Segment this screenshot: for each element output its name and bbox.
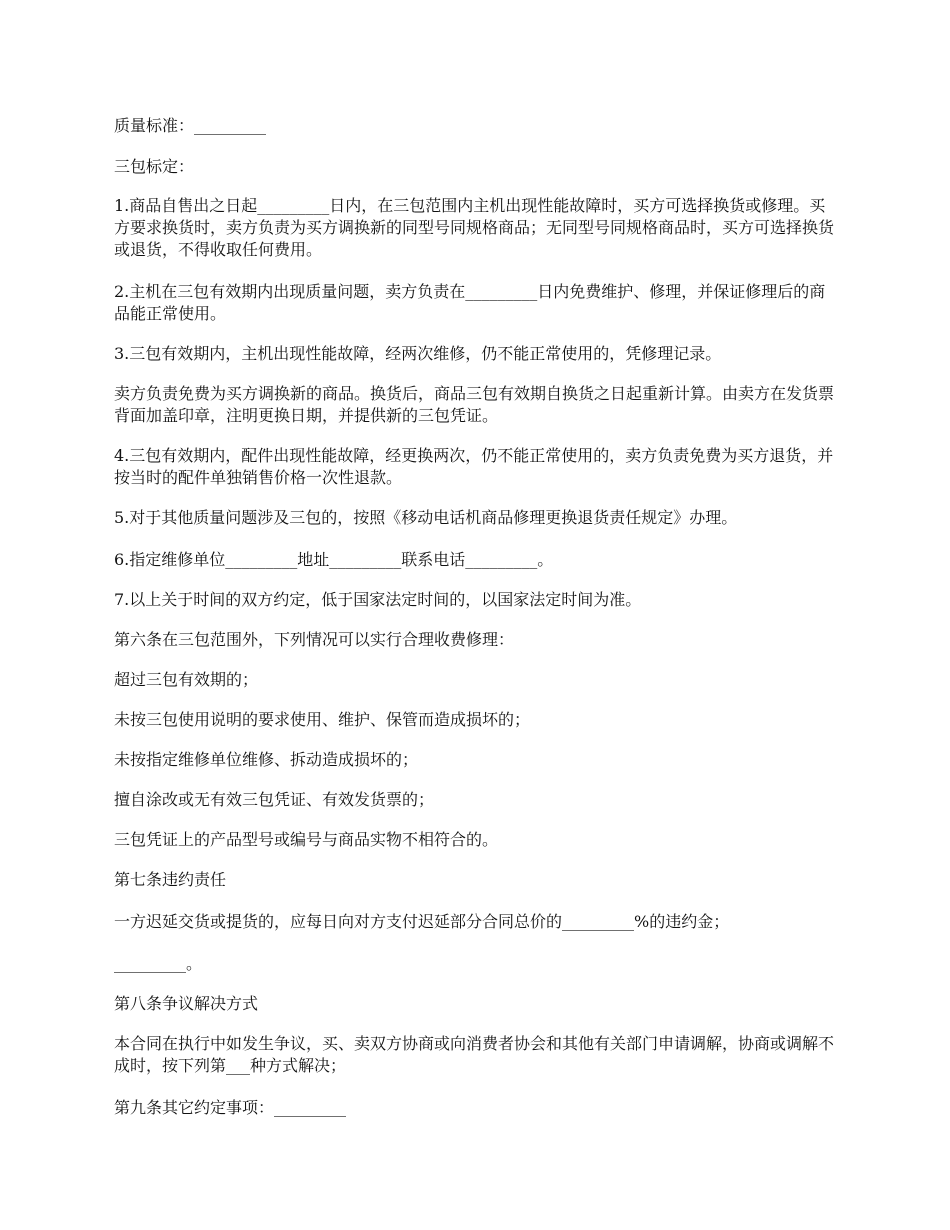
clause-1: 1.商品自售出之日起_________日内，在三包范围内主机出现性能故障时，买方可选择换货或修理。买方要求换货时，卖方负责为买方调换新的同型号同规格商品；无同型号同规格商品时，买方可选择换货或退货，不得收取任何费用。 [114, 196, 835, 259]
article-6-item-3: 未按指定维修单位维修、拆动造成损坏的； [114, 750, 419, 769]
article-9-line: 第九条其它约定事项：_________ [114, 1098, 347, 1117]
article-7-penalty: 一方迟延交货或提货的，应每日向对方支付迟延部分合同总价的_________%的违约金； [114, 912, 730, 931]
clause-2: 2.主机在三包有效期内出现质量问题，卖方负责在_________日内免费维护、修理，并保证修理后的商品能正常使用。 [114, 282, 826, 323]
article-6-item-4: 擅自涂改或无有效三包凭证、有效发货票的； [114, 790, 435, 809]
clause-3: 3.三包有效期内，主机出现性能故障，经两次维修，仍不能正常使用的，凭修理记录。 [114, 344, 722, 363]
quality-standard-line: 质量标准：_________ [114, 116, 267, 135]
article-6-item-2: 未按三包使用说明的要求使用、维护、保管而造成损坏的； [114, 710, 531, 729]
article-6-item-5: 三包凭证上的产品型号或编号与商品实物不相符合的。 [114, 830, 499, 849]
clause-6: 6.指定维修单位_________地址_________联系电话_________。 [114, 550, 554, 569]
article-6-item-1: 超过三包有效期的； [114, 670, 259, 689]
clause-3-continued: 卖方负责免费为买方调换新的商品。换货后，商品三包有效期自换货之日起重新计算。由卖方在发货票背面加盖印章，注明更换日期，并提供新的三包凭证。 [114, 384, 835, 425]
warranty-heading: 三包标定： [114, 157, 195, 176]
article-7-blank: _________。 [114, 954, 203, 973]
clause-4: 4.三包有效期内，配件出现性能故障，经更换两次，仍不能正常使用的，卖方负责免费为买方退货，并按当时的配件单独销售价格一次性退款。 [114, 446, 834, 487]
clause-7: 7.以上关于时间的双方约定，低于国家法定时间的，以国家法定时间为准。 [114, 590, 642, 609]
article-6-heading: 第六条在三包范围外，下列情况可以实行合理收费修理： [114, 630, 515, 649]
clause-5: 5.对于其他质量问题涉及三包的，按照《移动电话机商品修理更换退货责任规定》办理。 [114, 508, 738, 527]
article-8-heading: 第八条争议解决方式 [114, 994, 259, 1013]
article-7-heading: 第七条违约责任 [114, 870, 227, 889]
article-8-body: 本合同在执行中如发生争议，买、卖双方协商或向消费者协会和其他有关部门申请调解，协商或调解不成时，按下列第___种方式解决； [114, 1034, 835, 1075]
